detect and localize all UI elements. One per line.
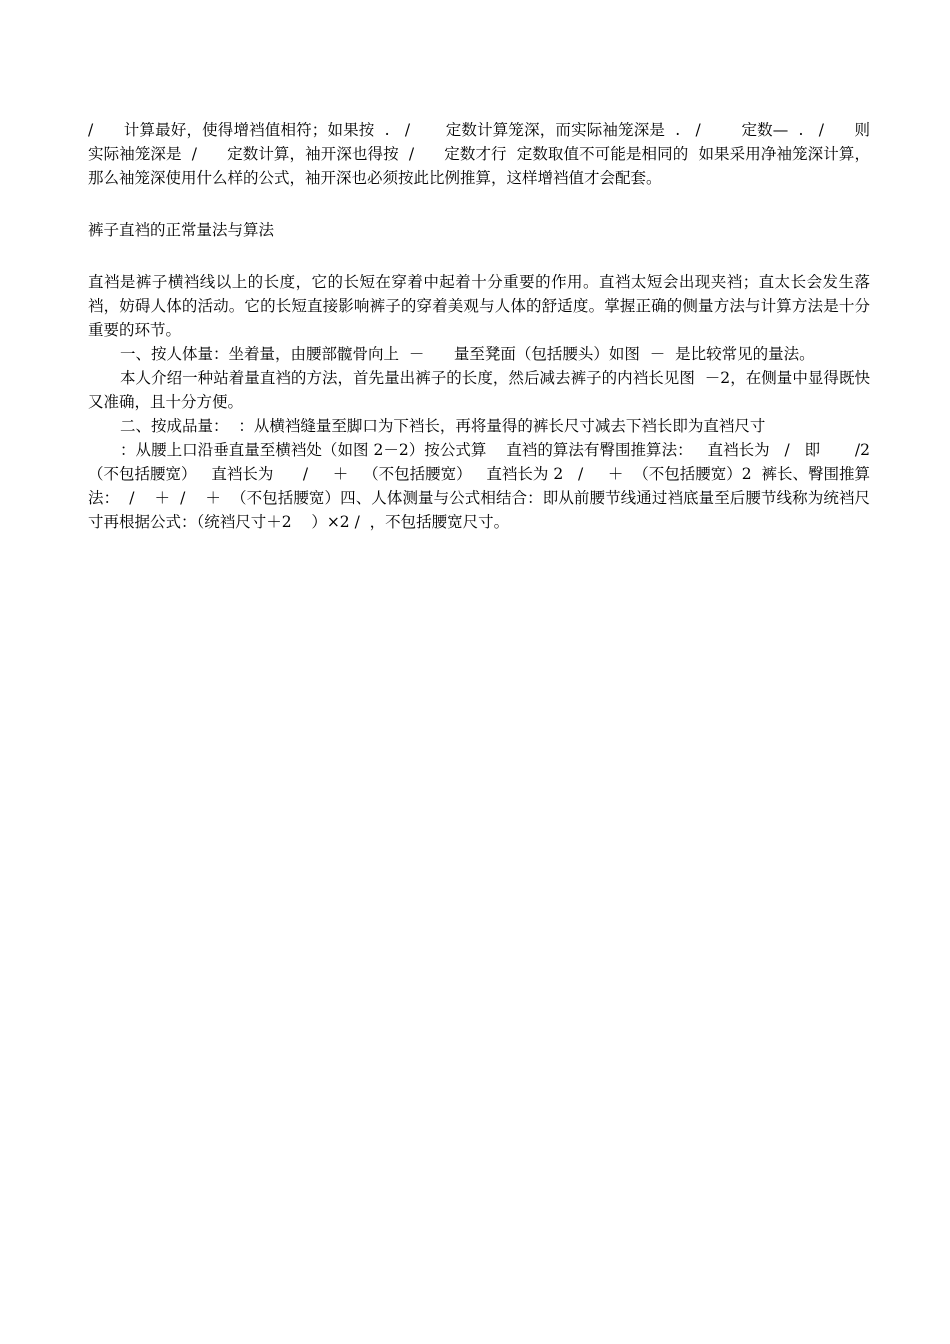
body-paragraph-3: 本人介绍一种站着量直裆的方法，首先量出裤子的长度，然后减去裤子的内裆长见图 －2，在侧量中显得既快又准确，且十分方便。 bbox=[88, 369, 870, 411]
document-page bbox=[88, 118, 870, 534]
intro-paragraph: / 计算最好，使得增裆值相符；如果按 . / 定数计算笼深，而实际袖笼深是 . / 定数— . / 则实际袖笼深是 / 定数计算，袖开深也得按 / 定数才行 定数取值不可能是相同的 如果采用净袖笼深计算，那么袖笼深使用什么样的公式，袖开深也必须按此比例推算，这样增裆值才会配套。 bbox=[88, 121, 870, 187]
body-paragraph-5: ：从腰上口沿垂直量至横裆处（如图 2－2）按公式算 直裆的算法有臀围推算法： 直裆长为 / 即 /2（不包括腰宽） 直裆长为 / ＋ （不包括腰宽） 直裆长为 2 / ＋ （不包括腰宽）2 裤长、臀围推算法： / ＋ / ＋ （不包括腰宽）四、人体测量与公式相结合：即从前腰节线通过裆底量至后腰节线称为统裆尺寸再根据公式：（统裆尺寸＋2 ）×2 / ，不包括腰宽尺寸。 bbox=[88, 441, 870, 531]
body-paragraph-4: 二、按成品量： ：从横裆缝量至脚口为下裆长，再将量得的裤长尺寸减去下裆长即为直裆尺寸 bbox=[120, 417, 766, 435]
body-paragraph-1: 直裆是裤子横裆线以上的长度，它的长短在穿着中起着十分重要的作用。直裆太短会出现夹裆；直太长会发生落裆，妨碍人体的活动。它的长短直接影响裤子的穿着美观与人体的舒适度。掌握正确的侧量方法与计算方法是十分重要的环节。 bbox=[88, 273, 870, 339]
body-paragraph-2: 一、按人体量：坐着量，由腰部髋骨向上 － 量至凳面（包括腰头）如图 － 是比较常见的量法。 bbox=[120, 345, 815, 363]
section-heading: 裤子直裆的正常量法与算法 bbox=[88, 221, 275, 239]
